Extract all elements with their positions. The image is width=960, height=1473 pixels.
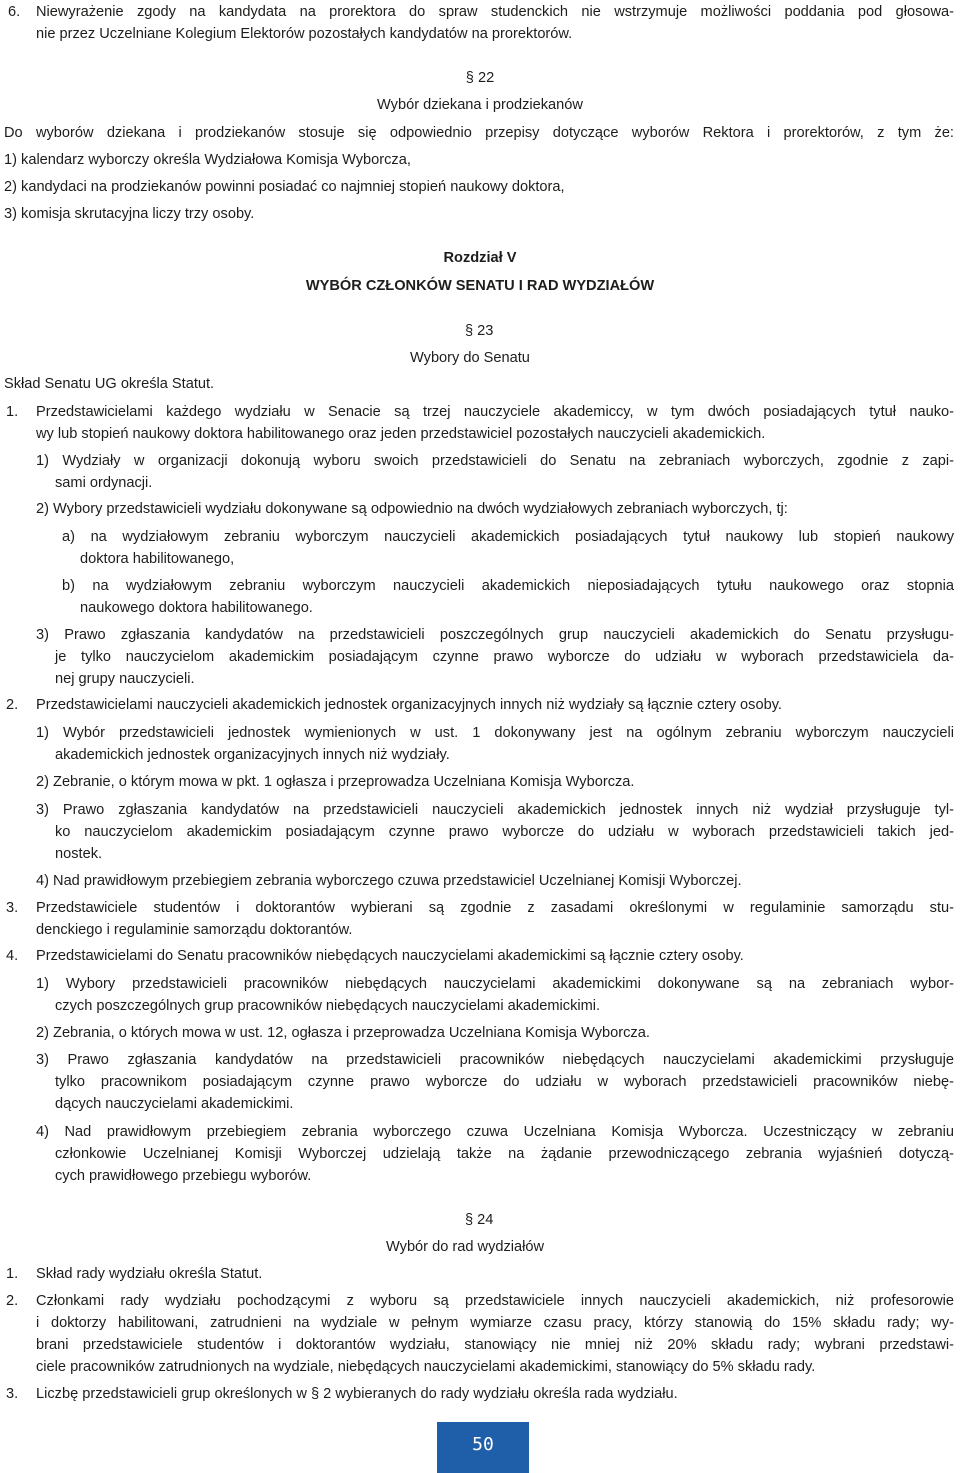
item-number: 1. <box>6 1266 19 1282</box>
list-item: nostek. <box>55 846 103 862</box>
paragraph-line: Członkami rady wydziału pochodzącymi z wyboru są przedstawiciele innych nauczycieli akademickich, niż profesorowie <box>36 1293 954 1309</box>
list-item: dących nauczycielami akademickimi. <box>55 1096 294 1112</box>
chapter-subtitle: WYBÓR CZŁONKÓW SENATU I RAD WYDZIAŁÓW <box>305 278 655 294</box>
page-number: 50 <box>472 1434 494 1455</box>
paragraph-line: ciele pracowników zatrudnionych na wydziale, niebędących nauczycielami akademickimi, stanowiący do 5% składu rady. <box>36 1359 816 1375</box>
list-item: 4) Nad prawidłowym przebiegiem zebrania wyborczego czuwa przedstawiciel Uczelnianej Komisji Wyborczej. <box>36 873 742 889</box>
paragraph-line: wy lub stopień naukowy doktora habilitowanego oraz jeden przedstawiciel pozostałych nauczycieli akademickich. <box>36 426 766 442</box>
list-item: 1) Wybór przedstawicieli jednostek wymienionych w ust. 1 dokonywany jest na ogólnym zebraniu wyborczym nauczycieli <box>36 725 954 741</box>
list-item: 1) Wybory przedstawicieli pracowników niebędących nauczycielami akademickimi dokonywane są na zebraniach wybor- <box>36 976 954 992</box>
list-item: akademickich jednostek organizacyjnych innych niż wydziały. <box>55 747 450 763</box>
list-item: 2) Zebranie, o którym mowa w pkt. 1 ogłasza i przeprowadza Uczelniana Komisja Wyborcza. <box>36 774 635 790</box>
item-number: 4. <box>6 948 19 964</box>
list-item: 4) Nad prawidłowym przebiegiem zebrania wyborczego czuwa Uczelniana Komisja Wyborcza. Uczestniczący w zebraniu <box>36 1124 954 1140</box>
item-number: 2. <box>6 1293 19 1309</box>
list-item: naukowego doktora habilitowanego. <box>80 600 313 616</box>
list-item: czych poszczególnych grup pracowników niebędących nauczycielami akademickimi. <box>55 998 601 1014</box>
list-item: członkowie Uczelnianej Komisji Wyborczej udzielają także na żądanie przewodniczącego zebrania wyjaśnień dotyczą- <box>55 1146 954 1162</box>
list-item: 3) Prawo zgłaszania kandydatów na przedstawicieli pracowników niebędących nauczycielami akademickimi przysługuje <box>36 1052 954 1068</box>
paragraph-line: Przedstawicielami do Senatu pracowników niebędących nauczycielami akademickimi są łącznie cztery osoby. <box>36 948 744 964</box>
paragraph-line: Przedstawiciele studentów i doktorantów wybierani są zgodnie z zasadami określonymi w regulaminie samorządu stu- <box>36 900 954 916</box>
list-item: 2) Zebrania, o których mowa w ust. 12, ogłasza i przeprowadza Uczelniana Komisja Wyborcza. <box>36 1025 650 1041</box>
item-number: 6. <box>8 4 21 20</box>
list-item: sami ordynacji. <box>55 475 153 491</box>
item-number: 3. <box>6 1386 19 1402</box>
list-item: 3) Prawo zgłaszania kandydatów na przedstawicieli nauczycieli akademickich jednostek innych niż wydział przysługuje tyl- <box>36 802 954 818</box>
paragraph-line: Skład Senatu UG określa Statut. <box>4 376 215 392</box>
paragraph-line: i doktorzy habilitowani, zatrudnieni na wydziale w pełnym wymiarze czasu pracy, którzy stanowią do 15% składu rady; wy- <box>36 1315 954 1331</box>
list-item: 2) kandydaci na prodziekanów powinni posiadać co najmniej stopień naukowy doktora, <box>4 179 565 195</box>
paragraph-line: Przedstawicielami każdego wydziału w Senacie są trzej nauczyciele akademiccy, w tym dwóch posiadających tytuł nauko- <box>36 404 954 420</box>
section-number: § 24 <box>465 1212 494 1228</box>
list-item: doktora habilitowanego, <box>80 551 235 567</box>
list-item: 3) komisja skrutacyjna liczy trzy osoby. <box>4 206 255 222</box>
list-item: tylko pracownikom posiadającym czynne prawo wyborcze do udziału w wyborach przedstawicieli pracowników niebę- <box>55 1074 954 1090</box>
section-title: Wybór do rad wydziałów <box>386 1239 545 1255</box>
item-number: 2. <box>6 697 19 713</box>
list-item: 3) Prawo zgłaszania kandydatów na przedstawicieli poszczególnych grup nauczycieli akademickich do Senatu przysługu- <box>36 627 954 643</box>
paragraph-line: Skład rady wydziału określa Statut. <box>36 1266 263 1282</box>
section-number: § 23 <box>465 323 494 339</box>
section-number: § 22 <box>465 70 495 86</box>
list-item: cych prawidłowego przebiegu wyborów. <box>55 1168 312 1184</box>
list-item: b) na wydziałowym zebraniu wyborczym nauczycieli akademickich nieposiadających tytułu naukowego oraz stopnia <box>62 578 954 594</box>
item-number: 3. <box>6 900 19 916</box>
list-item: ko nauczycielom akademickim posiadającym czynne prawo wyborcze do udziału w wyborach przedstawicieli takich jed- <box>55 824 954 840</box>
list-item: 1) Wydziały w organizacji dokonują wyboru swoich przedstawicieli do Senatu na zebraniach wyborczych, zgodnie z zapi- <box>36 453 954 469</box>
list-item: nej grupy nauczycieli. <box>55 671 195 687</box>
paragraph-line: Niewyrażenie zgody na kandydata na prorektora do spraw studenckich nie wstrzymuje możliwości poddania pod głosowa- <box>36 4 954 20</box>
section-title: Wybory do Senatu <box>410 350 530 366</box>
paragraph-line: denckiego i regulaminie samorządu doktorantów. <box>36 922 353 938</box>
list-item: 2) Wybory przedstawicieli wydziału dokonywane są odpowiednio na dwóch wydziałowych zebraniach wyborczych, tj: <box>36 501 788 517</box>
list-item: a) na wydziałowym zebraniu wyborczym nauczycieli akademickich posiadających tytuł naukowy lub stopień naukowy <box>62 529 954 545</box>
paragraph-line: Do wyborów dziekana i prodziekanów stosuje się odpowiednio przepisy dotyczące wyborów Rektora i prorektorów, z tym że: <box>4 125 954 141</box>
paragraph-line: brani przedstawiciele studentów i doktorantów wydziału, stanowiący nie mniej niż 20% składu rady; wybrani przedstawi- <box>36 1337 954 1353</box>
paragraph-line: nie przez Uczelniane Kolegium Elektorów pozostałych kandydatów na prorektorów. <box>36 26 573 42</box>
paragraph-line: Przedstawicielami nauczycieli akademickich jednostek organizacyjnych innych niż wydziały są łącznie cztery osoby. <box>36 697 782 713</box>
chapter-title: Rozdział V <box>443 250 517 266</box>
page-number-box <box>437 1422 529 1473</box>
item-number: 1. <box>6 404 19 420</box>
paragraph-line: Liczbę przedstawicieli grup określonych w § 2 wybieranych do rady wydziału określa rada wydziału. <box>36 1386 678 1402</box>
section-title: Wybór dziekana i prodziekanów <box>377 97 583 113</box>
list-item: 1) kalendarz wyborczy określa Wydziałowa Komisja Wyborcza, <box>4 152 411 168</box>
list-item: je tylko nauczycielom akademickim posiadającym czynne prawo wyborcze do udziału w wyborach przedstawiciela da- <box>55 649 954 665</box>
